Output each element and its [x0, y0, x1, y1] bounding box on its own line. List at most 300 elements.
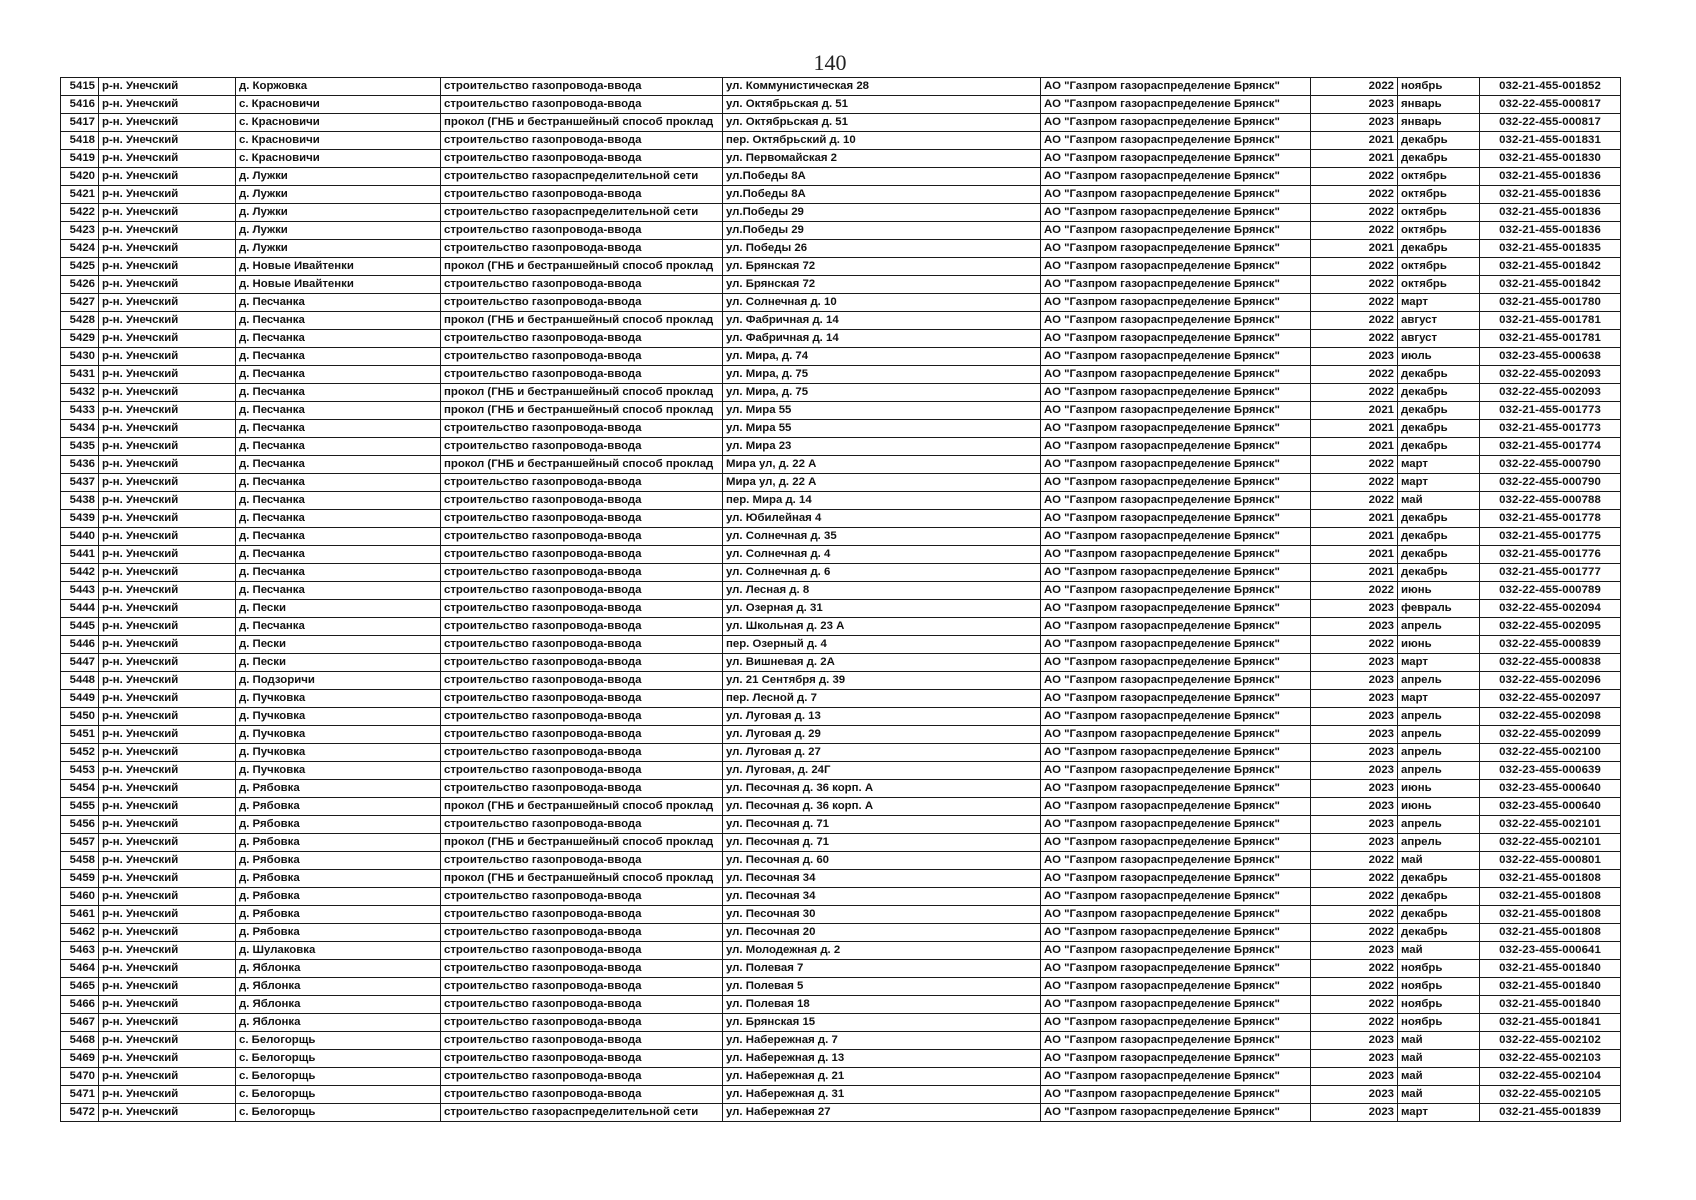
row-number-cell: 5453: [61, 762, 99, 780]
month-cell: апрель: [1398, 762, 1480, 780]
row-number-cell: 5462: [61, 924, 99, 942]
locality-cell: д. Яблонка: [236, 960, 441, 978]
registration-code-cell: 032-21-455-001776: [1480, 546, 1621, 564]
work-type-cell: строительство газопровода-ввода: [441, 654, 723, 672]
address-cell: ул. Школьная д. 23 А: [723, 618, 1041, 636]
registration-code-cell: 032-22-455-002105: [1480, 1086, 1621, 1104]
work-type-cell: строительство газораспределительной сети: [441, 168, 723, 186]
district-cell: р-н. Унечский: [99, 618, 236, 636]
row-number-cell: 5440: [61, 528, 99, 546]
district-cell: р-н. Унечский: [99, 1104, 236, 1122]
month-cell: апрель: [1398, 618, 1480, 636]
locality-cell: д. Лужки: [236, 204, 441, 222]
year-cell: 2023: [1311, 1032, 1398, 1050]
locality-cell: д. Подзоричи: [236, 672, 441, 690]
address-cell: ул. Молодежная д. 2: [723, 942, 1041, 960]
address-cell: ул. Первомайская 2: [723, 150, 1041, 168]
registration-code-cell: 032-22-455-000788: [1480, 492, 1621, 510]
address-cell: ул. Фабричная д. 14: [723, 312, 1041, 330]
row-number-cell: 5457: [61, 834, 99, 852]
organization-cell: АО "Газпром газораспределение Брянск": [1041, 582, 1311, 600]
registration-code-cell: 032-22-455-002101: [1480, 816, 1621, 834]
district-cell: р-н. Унечский: [99, 348, 236, 366]
month-cell: октябрь: [1398, 222, 1480, 240]
year-cell: 2021: [1311, 564, 1398, 582]
registration-code-cell: 032-21-455-001773: [1480, 402, 1621, 420]
month-cell: декабрь: [1398, 564, 1480, 582]
work-type-cell: строительство газораспределительной сети: [441, 1104, 723, 1122]
row-number-cell: 5430: [61, 348, 99, 366]
month-cell: октябрь: [1398, 168, 1480, 186]
year-cell: 2022: [1311, 186, 1398, 204]
address-cell: Мира ул, д. 22 А: [723, 474, 1041, 492]
row-number-cell: 5468: [61, 1032, 99, 1050]
district-cell: р-н. Унечский: [99, 672, 236, 690]
year-cell: 2022: [1311, 168, 1398, 186]
address-cell: ул. Фабричная д. 14: [723, 330, 1041, 348]
row-number-cell: 5423: [61, 222, 99, 240]
month-cell: март: [1398, 654, 1480, 672]
year-cell: 2023: [1311, 348, 1398, 366]
table-row: [61, 132, 1621, 150]
table-row: [61, 600, 1621, 618]
registration-code-cell: 032-22-455-002104: [1480, 1068, 1621, 1086]
row-number-cell: 5442: [61, 564, 99, 582]
month-cell: апрель: [1398, 816, 1480, 834]
registration-code-cell: 032-22-455-000801: [1480, 852, 1621, 870]
year-cell: 2022: [1311, 294, 1398, 312]
locality-cell: д. Яблонка: [236, 996, 441, 1014]
registration-code-cell: 032-21-455-001839: [1480, 1104, 1621, 1122]
locality-cell: с. Белогорщь: [236, 1032, 441, 1050]
district-cell: р-н. Унечский: [99, 1014, 236, 1032]
locality-cell: д. Песчанка: [236, 618, 441, 636]
locality-cell: д. Рябовка: [236, 816, 441, 834]
row-number-cell: 5427: [61, 294, 99, 312]
address-cell: ул. Полевая 7: [723, 960, 1041, 978]
work-type-cell: строительство газопровода-ввода: [441, 420, 723, 438]
row-number-cell: 5448: [61, 672, 99, 690]
table-row: [61, 744, 1621, 762]
table-row: [61, 330, 1621, 348]
registration-code-cell: 032-21-455-001840: [1480, 996, 1621, 1014]
month-cell: апрель: [1398, 672, 1480, 690]
registry-table: [60, 77, 1621, 1122]
row-number-cell: 5458: [61, 852, 99, 870]
year-cell: 2023: [1311, 672, 1398, 690]
table-row: [61, 582, 1621, 600]
registration-code-cell: 032-22-455-002101: [1480, 834, 1621, 852]
year-cell: 2022: [1311, 852, 1398, 870]
organization-cell: АО "Газпром газораспределение Брянск": [1041, 654, 1311, 672]
work-type-cell: прокол (ГНБ и бестраншейный способ проклад: [441, 870, 723, 888]
table-row: [61, 960, 1621, 978]
row-number-cell: 5460: [61, 888, 99, 906]
year-cell: 2023: [1311, 708, 1398, 726]
month-cell: декабрь: [1398, 528, 1480, 546]
month-cell: декабрь: [1398, 546, 1480, 564]
work-type-cell: строительство газопровода-ввода: [441, 1050, 723, 1068]
work-type-cell: прокол (ГНБ и бестраншейный способ проклад: [441, 798, 723, 816]
table-row: [61, 312, 1621, 330]
district-cell: р-н. Унечский: [99, 816, 236, 834]
address-cell: ул. Набережная д. 7: [723, 1032, 1041, 1050]
table-row: [61, 780, 1621, 798]
year-cell: 2022: [1311, 222, 1398, 240]
address-cell: ул. Брянская 72: [723, 258, 1041, 276]
district-cell: р-н. Унечский: [99, 330, 236, 348]
work-type-cell: строительство газопровода-ввода: [441, 924, 723, 942]
year-cell: 2021: [1311, 132, 1398, 150]
registration-code-cell: 032-23-455-000640: [1480, 798, 1621, 816]
district-cell: р-н. Унечский: [99, 510, 236, 528]
month-cell: май: [1398, 852, 1480, 870]
work-type-cell: строительство газопровода-ввода: [441, 132, 723, 150]
registration-code-cell: 032-21-455-001836: [1480, 222, 1621, 240]
month-cell: март: [1398, 690, 1480, 708]
month-cell: август: [1398, 312, 1480, 330]
district-cell: р-н. Унечский: [99, 456, 236, 474]
address-cell: ул. Октябрьская д. 51: [723, 96, 1041, 114]
year-cell: 2022: [1311, 312, 1398, 330]
district-cell: р-н. Унечский: [99, 258, 236, 276]
year-cell: 2021: [1311, 546, 1398, 564]
address-cell: ул. Брянская 15: [723, 1014, 1041, 1032]
row-number-cell: 5432: [61, 384, 99, 402]
month-cell: июнь: [1398, 798, 1480, 816]
table-row: [61, 708, 1621, 726]
organization-cell: АО "Газпром газораспределение Брянск": [1041, 636, 1311, 654]
address-cell: ул. Луговая д. 27: [723, 744, 1041, 762]
organization-cell: АО "Газпром газораспределение Брянск": [1041, 564, 1311, 582]
organization-cell: АО "Газпром газораспределение Брянск": [1041, 492, 1311, 510]
address-cell: ул. Солнечная д. 10: [723, 294, 1041, 312]
district-cell: р-н. Унечский: [99, 798, 236, 816]
row-number-cell: 5425: [61, 258, 99, 276]
district-cell: р-н. Унечский: [99, 942, 236, 960]
table-row: [61, 96, 1621, 114]
year-cell: 2022: [1311, 978, 1398, 996]
address-cell: ул. Песочная 30: [723, 906, 1041, 924]
table-row: [61, 186, 1621, 204]
work-type-cell: строительство газопровода-ввода: [441, 1032, 723, 1050]
registration-code-cell: 032-21-455-001840: [1480, 960, 1621, 978]
organization-cell: АО "Газпром газораспределение Брянск": [1041, 600, 1311, 618]
locality-cell: д. Песчанка: [236, 294, 441, 312]
registration-code-cell: 032-22-455-002094: [1480, 600, 1621, 618]
month-cell: декабрь: [1398, 870, 1480, 888]
work-type-cell: строительство газопровода-ввода: [441, 528, 723, 546]
work-type-cell: прокол (ГНБ и бестраншейный способ проклад: [441, 114, 723, 132]
locality-cell: д. Песчанка: [236, 330, 441, 348]
locality-cell: д. Рябовка: [236, 834, 441, 852]
year-cell: 2022: [1311, 888, 1398, 906]
table-row: [61, 618, 1621, 636]
year-cell: 2022: [1311, 456, 1398, 474]
month-cell: март: [1398, 474, 1480, 492]
registration-code-cell: 032-21-455-001836: [1480, 168, 1621, 186]
row-number-cell: 5422: [61, 204, 99, 222]
row-number-cell: 5420: [61, 168, 99, 186]
year-cell: 2021: [1311, 402, 1398, 420]
work-type-cell: прокол (ГНБ и бестраншейный способ проклад: [441, 258, 723, 276]
table-row: [61, 1068, 1621, 1086]
district-cell: р-н. Унечский: [99, 888, 236, 906]
year-cell: 2023: [1311, 816, 1398, 834]
table-row: [61, 996, 1621, 1014]
organization-cell: АО "Газпром газораспределение Брянск": [1041, 1068, 1311, 1086]
year-cell: 2021: [1311, 420, 1398, 438]
organization-cell: АО "Газпром газораспределение Брянск": [1041, 726, 1311, 744]
locality-cell: д. Пучковка: [236, 690, 441, 708]
row-number-cell: 5433: [61, 402, 99, 420]
organization-cell: АО "Газпром газораспределение Брянск": [1041, 852, 1311, 870]
district-cell: р-н. Унечский: [99, 366, 236, 384]
year-cell: 2022: [1311, 78, 1398, 96]
work-type-cell: строительство газопровода-ввода: [441, 582, 723, 600]
row-number-cell: 5416: [61, 96, 99, 114]
address-cell: ул. Песочная 34: [723, 870, 1041, 888]
table-row: [61, 492, 1621, 510]
organization-cell: АО "Газпром газораспределение Брянск": [1041, 1104, 1311, 1122]
year-cell: 2022: [1311, 474, 1398, 492]
locality-cell: д. Лужки: [236, 168, 441, 186]
year-cell: 2021: [1311, 240, 1398, 258]
month-cell: май: [1398, 492, 1480, 510]
organization-cell: АО "Газпром газораспределение Брянск": [1041, 276, 1311, 294]
address-cell: ул. 21 Сентября д. 39: [723, 672, 1041, 690]
work-type-cell: строительство газопровода-ввода: [441, 744, 723, 762]
locality-cell: д. Шулаковка: [236, 942, 441, 960]
registration-code-cell: 032-23-455-000639: [1480, 762, 1621, 780]
district-cell: р-н. Унечский: [99, 852, 236, 870]
locality-cell: д. Рябовка: [236, 852, 441, 870]
organization-cell: АО "Газпром газораспределение Брянск": [1041, 132, 1311, 150]
month-cell: ноябрь: [1398, 78, 1480, 96]
registration-code-cell: 032-21-455-001831: [1480, 132, 1621, 150]
organization-cell: АО "Газпром газораспределение Брянск": [1041, 348, 1311, 366]
district-cell: р-н. Унечский: [99, 132, 236, 150]
district-cell: р-н. Унечский: [99, 492, 236, 510]
work-type-cell: строительство газопровода-ввода: [441, 942, 723, 960]
registration-code-cell: 032-21-455-001808: [1480, 888, 1621, 906]
row-number-cell: 5421: [61, 186, 99, 204]
row-number-cell: 5470: [61, 1068, 99, 1086]
month-cell: июнь: [1398, 780, 1480, 798]
locality-cell: д. Пески: [236, 600, 441, 618]
district-cell: р-н. Унечский: [99, 762, 236, 780]
locality-cell: д. Яблонка: [236, 1014, 441, 1032]
organization-cell: АО "Газпром газораспределение Брянск": [1041, 978, 1311, 996]
row-number-cell: 5467: [61, 1014, 99, 1032]
row-number-cell: 5466: [61, 996, 99, 1014]
district-cell: р-н. Унечский: [99, 960, 236, 978]
year-cell: 2022: [1311, 384, 1398, 402]
locality-cell: с. Красновичи: [236, 150, 441, 168]
address-cell: ул. Песочная 20: [723, 924, 1041, 942]
row-number-cell: 5438: [61, 492, 99, 510]
work-type-cell: строительство газораспределительной сети: [441, 204, 723, 222]
row-number-cell: 5417: [61, 114, 99, 132]
address-cell: ул. Полевая 5: [723, 978, 1041, 996]
district-cell: р-н. Унечский: [99, 834, 236, 852]
address-cell: ул. Набережная д. 31: [723, 1086, 1041, 1104]
page-number: 140: [813, 50, 847, 75]
row-number-cell: 5424: [61, 240, 99, 258]
month-cell: октябрь: [1398, 186, 1480, 204]
locality-cell: д. Лужки: [236, 186, 441, 204]
table-row: [61, 150, 1621, 168]
work-type-cell: строительство газопровода-ввода: [441, 186, 723, 204]
locality-cell: д. Песчанка: [236, 474, 441, 492]
row-number-cell: 5415: [61, 78, 99, 96]
work-type-cell: строительство газопровода-ввода: [441, 1068, 723, 1086]
registration-code-cell: 032-22-455-002099: [1480, 726, 1621, 744]
locality-cell: с. Белогорщь: [236, 1050, 441, 1068]
locality-cell: д. Лужки: [236, 222, 441, 240]
table-row: [61, 1050, 1621, 1068]
registration-code-cell: 032-22-455-000789: [1480, 582, 1621, 600]
month-cell: декабрь: [1398, 240, 1480, 258]
work-type-cell: строительство газопровода-ввода: [441, 348, 723, 366]
table-row: [61, 78, 1621, 96]
row-number-cell: 5445: [61, 618, 99, 636]
locality-cell: д. Песчанка: [236, 528, 441, 546]
month-cell: декабрь: [1398, 510, 1480, 528]
table-row: [61, 168, 1621, 186]
work-type-cell: строительство газопровода-ввода: [441, 438, 723, 456]
registration-code-cell: 032-22-455-002098: [1480, 708, 1621, 726]
district-cell: р-н. Унечский: [99, 168, 236, 186]
registration-code-cell: 032-23-455-000640: [1480, 780, 1621, 798]
year-cell: 2022: [1311, 924, 1398, 942]
table-row: [61, 654, 1621, 672]
year-cell: 2022: [1311, 870, 1398, 888]
work-type-cell: прокол (ГНБ и бестраншейный способ проклад: [441, 384, 723, 402]
address-cell: пер. Мира д. 14: [723, 492, 1041, 510]
table-row: [61, 888, 1621, 906]
work-type-cell: прокол (ГНБ и бестраншейный способ проклад: [441, 456, 723, 474]
address-cell: ул. Луговая д. 13: [723, 708, 1041, 726]
row-number-cell: 5472: [61, 1104, 99, 1122]
registration-code-cell: 032-21-455-001836: [1480, 204, 1621, 222]
organization-cell: АО "Газпром газораспределение Брянск": [1041, 1050, 1311, 1068]
row-number-cell: 5451: [61, 726, 99, 744]
locality-cell: с. Красновичи: [236, 132, 441, 150]
registration-code-cell: 032-23-455-000638: [1480, 348, 1621, 366]
district-cell: р-н. Унечский: [99, 474, 236, 492]
locality-cell: д. Песчанка: [236, 582, 441, 600]
registration-code-cell: 032-21-455-001778: [1480, 510, 1621, 528]
registration-code-cell: 032-22-455-000838: [1480, 654, 1621, 672]
registration-code-cell: 032-22-455-000817: [1480, 114, 1621, 132]
address-cell: ул. Юбилейная 4: [723, 510, 1041, 528]
table-row: [61, 222, 1621, 240]
year-cell: 2023: [1311, 1068, 1398, 1086]
organization-cell: АО "Газпром газораспределение Брянск": [1041, 222, 1311, 240]
year-cell: 2022: [1311, 636, 1398, 654]
row-number-cell: 5435: [61, 438, 99, 456]
work-type-cell: строительство газопровода-ввода: [441, 816, 723, 834]
organization-cell: АО "Газпром газораспределение Брянск": [1041, 924, 1311, 942]
locality-cell: д. Пучковка: [236, 726, 441, 744]
row-number-cell: 5428: [61, 312, 99, 330]
month-cell: ноябрь: [1398, 960, 1480, 978]
row-number-cell: 5464: [61, 960, 99, 978]
work-type-cell: строительство газопровода-ввода: [441, 888, 723, 906]
organization-cell: АО "Газпром газораспределение Брянск": [1041, 186, 1311, 204]
organization-cell: АО "Газпром газораспределение Брянск": [1041, 402, 1311, 420]
district-cell: р-н. Унечский: [99, 78, 236, 96]
work-type-cell: строительство газопровода-ввода: [441, 600, 723, 618]
table-row: [61, 690, 1621, 708]
district-cell: р-н. Унечский: [99, 870, 236, 888]
organization-cell: АО "Газпром газораспределение Брянск": [1041, 996, 1311, 1014]
month-cell: апрель: [1398, 744, 1480, 762]
work-type-cell: строительство газопровода-ввода: [441, 780, 723, 798]
registration-code-cell: 032-22-455-000790: [1480, 474, 1621, 492]
organization-cell: АО "Газпром газораспределение Брянск": [1041, 816, 1311, 834]
year-cell: 2023: [1311, 834, 1398, 852]
registration-code-cell: 032-21-455-001840: [1480, 978, 1621, 996]
registration-code-cell: 032-21-455-001842: [1480, 258, 1621, 276]
month-cell: ноябрь: [1398, 1014, 1480, 1032]
work-type-cell: строительство газопровода-ввода: [441, 510, 723, 528]
address-cell: ул. Вишневая д. 2А: [723, 654, 1041, 672]
locality-cell: д. Песчанка: [236, 564, 441, 582]
month-cell: апрель: [1398, 834, 1480, 852]
locality-cell: д. Песчанка: [236, 384, 441, 402]
year-cell: 2022: [1311, 276, 1398, 294]
work-type-cell: строительство газопровода-ввода: [441, 960, 723, 978]
table-row: [61, 384, 1621, 402]
organization-cell: АО "Газпром газораспределение Брянск": [1041, 618, 1311, 636]
registration-code-cell: 032-21-455-001842: [1480, 276, 1621, 294]
address-cell: ул. Лесная д. 8: [723, 582, 1041, 600]
row-number-cell: 5429: [61, 330, 99, 348]
year-cell: 2023: [1311, 1050, 1398, 1068]
work-type-cell: строительство газопровода-ввода: [441, 978, 723, 996]
district-cell: р-н. Унечский: [99, 1050, 236, 1068]
registration-code-cell: 032-21-455-001781: [1480, 312, 1621, 330]
row-number-cell: 5419: [61, 150, 99, 168]
work-type-cell: строительство газопровода-ввода: [441, 240, 723, 258]
registration-code-cell: 032-21-455-001808: [1480, 870, 1621, 888]
registration-code-cell: 032-21-455-001830: [1480, 150, 1621, 168]
table-row: [61, 978, 1621, 996]
year-cell: 2023: [1311, 600, 1398, 618]
address-cell: ул. Песочная д. 71: [723, 834, 1041, 852]
work-type-cell: строительство газопровода-ввода: [441, 546, 723, 564]
district-cell: р-н. Унечский: [99, 1086, 236, 1104]
locality-cell: д. Рябовка: [236, 906, 441, 924]
district-cell: р-н. Унечский: [99, 600, 236, 618]
month-cell: апрель: [1398, 726, 1480, 744]
district-cell: р-н. Унечский: [99, 294, 236, 312]
row-number-cell: 5469: [61, 1050, 99, 1068]
district-cell: р-н. Унечский: [99, 150, 236, 168]
organization-cell: АО "Газпром газораспределение Брянск": [1041, 96, 1311, 114]
organization-cell: АО "Газпром газораспределение Брянск": [1041, 438, 1311, 456]
work-type-cell: строительство газопровода-ввода: [441, 474, 723, 492]
table-row: [61, 798, 1621, 816]
work-type-cell: строительство газопровода-ввода: [441, 852, 723, 870]
registration-code-cell: 032-21-455-001781: [1480, 330, 1621, 348]
address-cell: ул. Мира 23: [723, 438, 1041, 456]
month-cell: март: [1398, 1104, 1480, 1122]
district-cell: р-н. Унечский: [99, 780, 236, 798]
organization-cell: АО "Газпром газораспределение Брянск": [1041, 906, 1311, 924]
